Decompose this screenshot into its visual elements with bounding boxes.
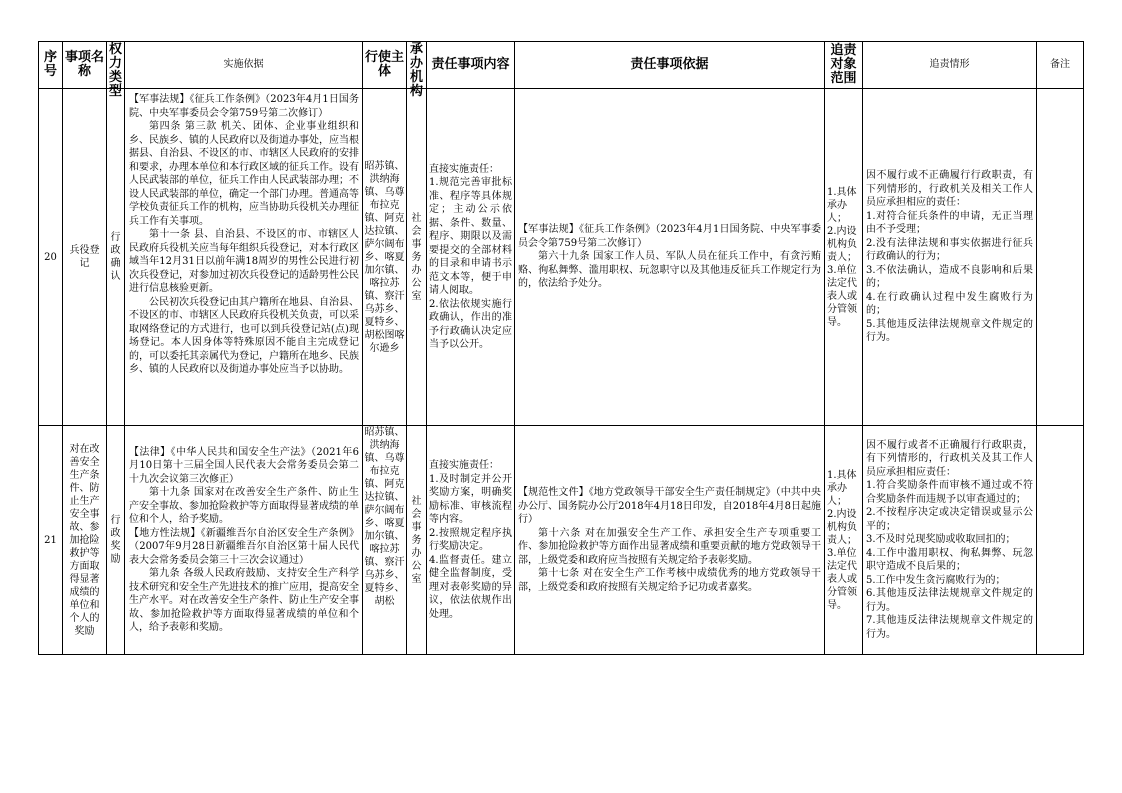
table-row bbox=[39, 89, 1084, 426]
table-row bbox=[39, 426, 1084, 655]
header-duty-basis: 责任事项依据 bbox=[515, 42, 825, 89]
cell-subject: 昭苏镇、洪纳海镇、乌尊布拉克镇、阿克达拉镇、萨尔阔布乡、喀夏加尔镇、喀拉苏镇、察汗乌苏乡、夏特乡、胡松图喀尔逊乡 bbox=[363, 89, 407, 426]
cell-power-type: 行政确认 bbox=[107, 89, 125, 426]
header-power-type: 权力类型 bbox=[107, 42, 125, 89]
cell-name: 对在改善安全生产条件、防止生产安全事故、参加抢险救护等方面取得显著成绩的单位和个人的奖励 bbox=[63, 426, 107, 655]
responsibility-table bbox=[38, 41, 1084, 655]
cell-circumstances: 因不履行或不正确履行行政职责，有下列情形的，行政机关及相关工作人员应承担相应的责任： 1.对符合征兵条件的申请，无正当理由不予受理； 2.没有法律法规和事实依据进行征兵行政确认的行为； 3.不依法确认，造成不良影响和后果的； 4.在行政确认过程中发生腐败行为的； 5.其他违反法律法规规章文件规定的行为。 bbox=[863, 89, 1037, 426]
header-handler: 承办机构 bbox=[407, 42, 427, 89]
cell-subject: 昭苏镇、洪纳海镇、乌尊布拉克镇、阿克达拉镇、萨尔阔布乡、喀夏加尔镇、喀拉苏镇、察汗乌苏乡、夏特乡、胡松 bbox=[363, 426, 407, 655]
header-basis: 实施依据 bbox=[125, 42, 363, 89]
cell-remarks bbox=[1037, 89, 1084, 426]
header-seq: 序号 bbox=[39, 42, 63, 89]
cell-seq: 21 bbox=[39, 426, 63, 655]
header-subject: 行使主体 bbox=[363, 42, 407, 89]
cell-duty-basis: 【规范性文件】《地方党政领导干部安全生产责任制规定》（中共中央办公厅、国务院办公厅2018年4月18日印发，自2018年4月8日起施行） 第十六条 对在加强安全生产工作、承担安全生产专项重要工作、参加抢险救护等方面作出显著成绩和重要贡献的地方党政领导干部，上级党委和政府应当按照有关规定给予表彰奖励。 第十七条 对在安全生产工作考核中成绩优秀的地方党政领导干部，上级党委和政府按照有关规定给予记功或者嘉奖。 bbox=[515, 426, 825, 655]
cell-name: 兵役登记 bbox=[63, 89, 107, 426]
cell-basis: 【军事法规】《征兵工作条例》（2023年4月1日国务院、中央军事委员会令第759号第二次修订） 第四条 第三款 机关、团体、企业事业组织和乡、民族乡、镇的人民政府以及街道办事处，应当根据县、自治县、不设区的市、市辖区人民政府的安排和要求，办理本单位和本行政区域的征兵工作。设有人民武装部的单位，征兵工作由人民武装部办理；不设人民武装部的单位，确定一个部门办理。普通高等学校负责征兵工作的机构，应当协助兵役机关办理征兵工作有关事项。 第十一条 县、自治县、不设区的市、市辖区人民政府兵役机关应当每年组织兵役登记，对本行政区域当年12月31日以前年满18周岁的男性公民进行初次兵役登记，对参加过初次兵役登记的适龄男性公民进行信息核验更新。 公民初次兵役登记由其户籍所在地县、自治县、不设区的市、市辖区人民政府兵役机关负责，可以采取网络登记的方式进行，也可以到兵役登记站(点)现场登记。本人因身体等特殊原因不能自主完成登记的，可以委托其亲属代为登记，户籍所在地乡、民族乡、镇的人民政府以及街道办事处应当予以协助。 bbox=[125, 89, 363, 426]
cell-duty-content: 直接实施责任： 1.规范完善审批标准、程序等具体规定；主动公示依据、条件、数量、程序、期限以及需要提交的全部材料的目录和申请书示范文本等，便于申请人阅取。 2.依法依规实施行政确认，作出的准予行政确认决定应当予以公开。 bbox=[427, 89, 515, 426]
header-remarks: 备注 bbox=[1037, 42, 1084, 89]
cell-handler: 社会事务办公室 bbox=[407, 426, 427, 655]
cell-handler: 社会事务办公室 bbox=[407, 89, 427, 426]
cell-accountable: 1.具体承办人； 2.内设机构负责人； 3.单位法定代表人或分管领导。 bbox=[825, 89, 863, 426]
header-duty-content: 责任事项内容 bbox=[427, 42, 515, 89]
header-circumstances: 追责情形 bbox=[863, 42, 1037, 89]
cell-duty-content: 直接实施责任： 1.及时制定并公开奖励方案，明确奖励标准、审核流程等内容。 2.按照规定程序执行奖励决定。 4.监督责任。建立健全监督制度，受理对表彰奖励的异议，依法依规作出处理。 bbox=[427, 426, 515, 655]
cell-basis: 【法律】《中华人民共和国安全生产法》（2021年6月10日第十三届全国人民代表大会常务委员会第二十九次会议第三次修正） 第十九条 国家对在改善安全生产条件、防止生产安全事故、参加抢险救护等方面取得显著成绩的单位和个人，给予奖励。 【地方性法规】《新疆维吾尔自治区安全生产条例》（2007年9月28日新疆维吾尔自治区第十届人民代表大会常务委员会第三十三次会议通过） 第九条 各级人民政府鼓励、支持安全生产科学技术研究和安全生产先进技术的推广应用，提高安全生产水平。对在改善安全生产条件、防止生产安全事故、参加抢险救护等方面取得显著成绩的单位和个人，给予表彰和奖励。 bbox=[125, 426, 363, 655]
header-row bbox=[39, 42, 1084, 89]
cell-circumstances: 因不履行或者不正确履行行政职责，有下列情形的，行政机关及其工作人员应承担相应责任： 1.符合奖励条件而审核不通过或不符合奖励条件而违规予以审查通过的； 2.不按程序决定或决定错误或显示公平的； 3.不及时兑现奖励或收取回扣的； 4.工作中滥用职权、徇私舞弊、玩忽职守造成不良后果的； 5.工作中发生贪污腐败行为的； 6.其他违反法律法规规章文件规定的行为。 7.其他违反法律法规规章文件规定的行为。 bbox=[863, 426, 1037, 655]
cell-seq: 20 bbox=[39, 89, 63, 426]
header-name: 事项名称 bbox=[63, 42, 107, 89]
header-accountable: 追责对象范围 bbox=[825, 42, 863, 89]
cell-accountable: 1.具体承办人； 2.内设机构负责人； 3.单位法定代表人或分管领导。 bbox=[825, 426, 863, 655]
cell-remarks bbox=[1037, 426, 1084, 655]
cell-power-type: 行政奖励 bbox=[107, 426, 125, 655]
cell-duty-basis: 【军事法规】《征兵工作条例》（2023年4月1日国务院、中央军事委员会令第759号第二次修订） 第六十九条 国家工作人员、军队人员在征兵工作中，有贪污贿赂、徇私舞弊、滥用职权、玩忽职守以及其他违反征兵工作规定行为的，依法给予处分。 bbox=[515, 89, 825, 426]
